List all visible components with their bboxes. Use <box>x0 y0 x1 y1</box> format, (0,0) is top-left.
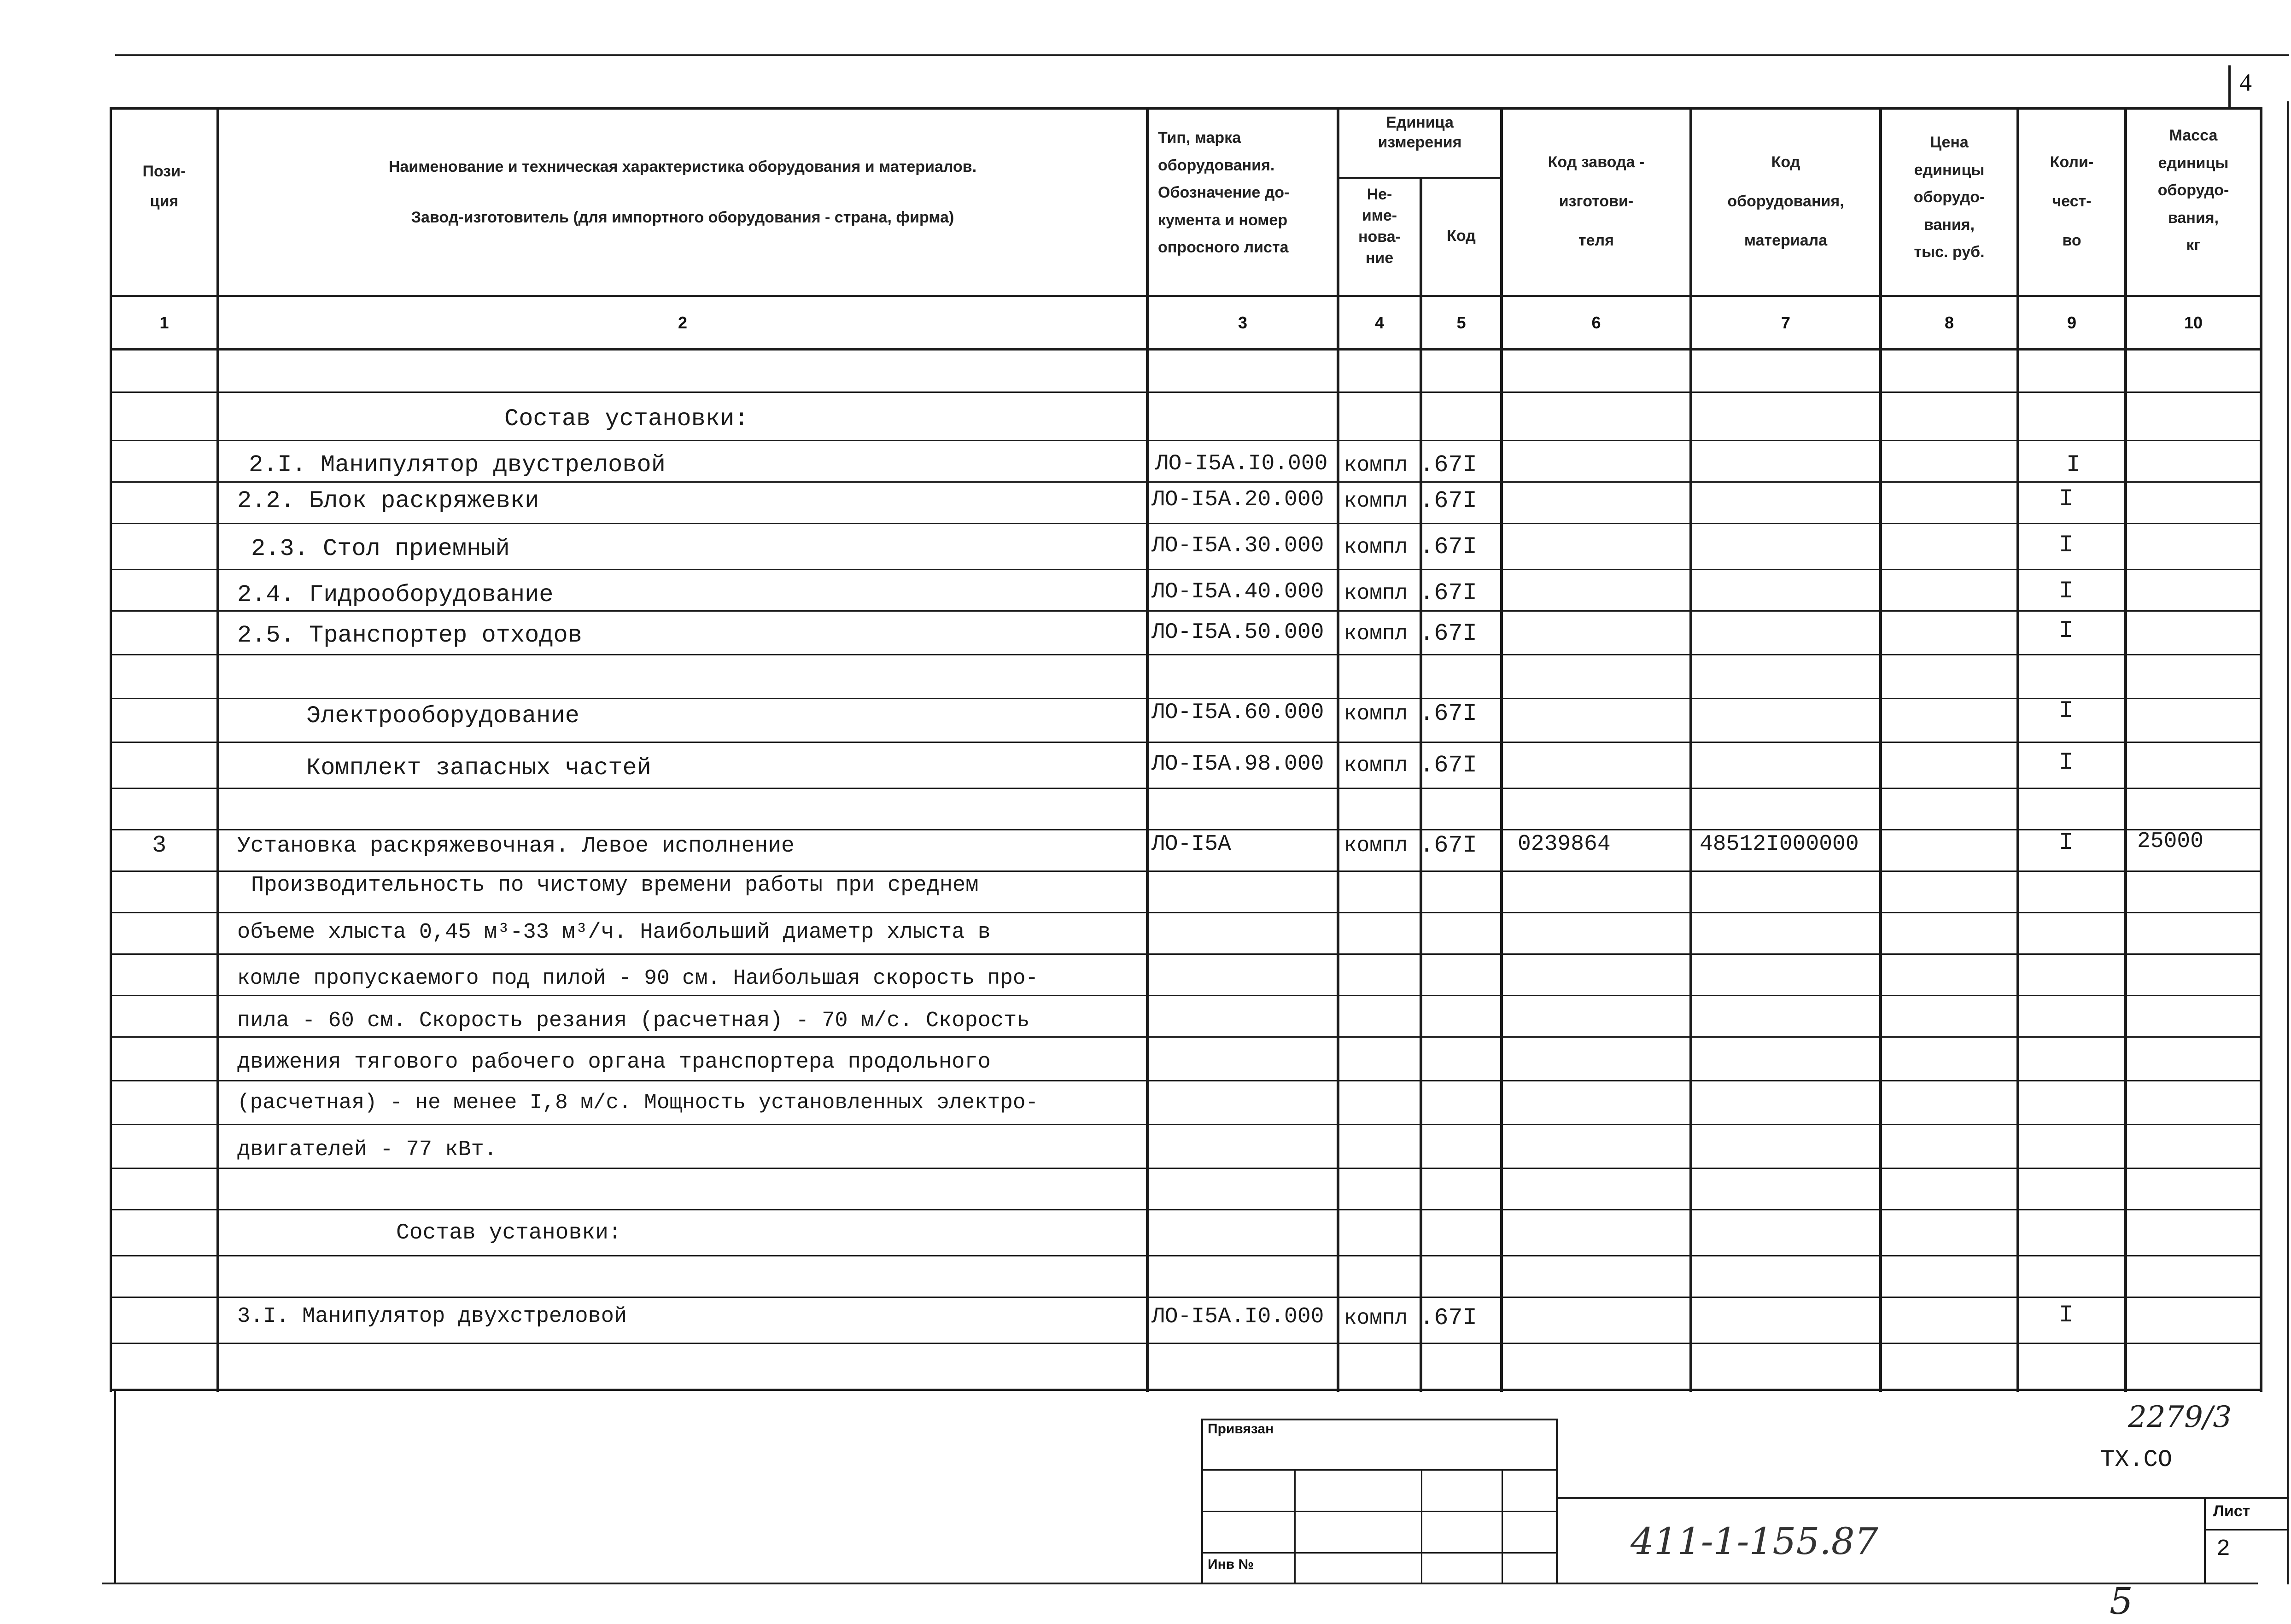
stamp-privyazan: Привязан <box>1208 1421 1274 1437</box>
sheet-number: 2 <box>2216 1536 2231 1562</box>
header-factory-code: Код завода - изготови- теля <box>1548 153 1645 249</box>
header-name-line2: Завод-изготовитель (для импортного оборудования - страна, фирма) <box>411 209 954 226</box>
cell-unit-name: компл <box>1344 622 1408 646</box>
section-title: Состав установки: <box>396 1221 622 1245</box>
cell-type: ЛО-I5А.I0.000 <box>1151 1304 1324 1329</box>
description-line: пила - 60 см. Скорость резания (расчетная) - 70 м/с. Скорость <box>237 1009 1030 1033</box>
cell-mass: 25000 <box>2137 829 2204 854</box>
column-number: 1 <box>159 313 169 332</box>
stamp-inventory: Инв № <box>1208 1557 1254 1572</box>
cell-quantity: I <box>2059 485 2074 513</box>
cell-quantity: I <box>2059 749 2074 776</box>
cell-type: ЛО-I5А.98.000 <box>1151 752 1324 777</box>
cell-type: ЛО-I5А.I0.000 <box>1155 451 1328 476</box>
cell-name: 3.I. Манипулятор двухстреловой <box>237 1304 627 1329</box>
cell-quantity: I <box>2066 451 2081 479</box>
description-line: (расчетная) - не менее I,8 м/с. Мощность установленных электро- <box>237 1091 1039 1115</box>
column-number: 5 <box>1456 313 1466 332</box>
column-number: 2 <box>678 313 688 332</box>
cell-name: Электрооборудование <box>306 702 579 730</box>
cell-name: 2.3. Стол приемный <box>251 535 510 562</box>
cell-type: ЛО-I5А.60.000 <box>1151 700 1324 725</box>
cell-unit-code: .67I <box>1420 579 1477 607</box>
description-line: комле пропускаемого под пилой - 90 см. Наибольшая скорость про- <box>237 966 1039 990</box>
column-number: 10 <box>2184 313 2203 332</box>
cell-unit-code: .67I <box>1420 487 1477 514</box>
column-number: 9 <box>2067 313 2077 332</box>
page-number: 4 <box>2239 69 2252 96</box>
header-quantity: Коли- чест- во <box>2050 153 2094 249</box>
cell-quantity: I <box>2059 532 2074 559</box>
cell-type: ЛО-I5А.20.000 <box>1151 487 1324 512</box>
cell-quantity: I <box>2059 1302 2074 1329</box>
cell-unit-name: компл <box>1344 453 1408 477</box>
cell-position: 3 <box>152 832 167 859</box>
header-unit-code: Код <box>1447 227 1476 245</box>
cell-unit-name: компл <box>1344 834 1408 858</box>
cell-quantity: I <box>2059 829 2074 856</box>
section-title: Состав установки: <box>504 405 749 432</box>
corner-mark: 5 <box>2110 1580 2133 1623</box>
cell-equipment-code: 48512I000000 <box>1700 832 1859 857</box>
column-number: 7 <box>1781 313 1791 332</box>
cell-unit-code: .67I <box>1420 752 1477 779</box>
project-number: 411-1-155.87 <box>1631 1520 1878 1563</box>
cell-quantity: I <box>2059 578 2074 605</box>
description-line: движения тягового рабочего органа транспортера продольного <box>237 1050 991 1075</box>
cell-name: Установка раскряжевочная. Левое исполнение <box>237 834 795 859</box>
header-price: Цена единицы оборудо- вания, тыс. руб. <box>1913 134 1985 261</box>
cell-type: ЛО-I5А.50.000 <box>1151 620 1324 645</box>
cell-unit-code: .67I <box>1420 700 1477 727</box>
cell-name: 2.4. Гидрооборудование <box>237 581 554 608</box>
cell-name: 2.2. Блок раскряжевки <box>237 487 539 514</box>
cell-name: 2.I. Манипулятор двустреловой <box>249 451 666 479</box>
column-number: 3 <box>1238 313 1248 332</box>
cell-unit-name: компл <box>1344 754 1408 777</box>
cell-unit-code: .67I <box>1420 1304 1477 1332</box>
header-mass: Масса единицы оборудо- вания, кг <box>2157 127 2229 254</box>
cell-type: ЛО-I5А.40.000 <box>1151 579 1324 604</box>
cell-unit-name: компл <box>1344 489 1408 513</box>
header-unit-name: Не- име- нова- ние <box>1358 186 1401 267</box>
header-position: Пози- ция <box>142 163 186 210</box>
column-number: 8 <box>1944 313 1954 332</box>
cell-unit-name: компл <box>1344 702 1408 726</box>
cell-unit-code: .67I <box>1420 451 1477 479</box>
header-equipment-code: Код оборудования, материала <box>1727 153 1844 249</box>
header-unit-group: Единица измерения <box>1378 114 1462 151</box>
cell-name: 2.5. Транспортер отходов <box>237 622 582 649</box>
description-line: Производительность по чистому времени работы при среднем <box>251 873 979 898</box>
cell-quantity: I <box>2059 697 2074 724</box>
cell-name: Комплект запасных частей <box>306 754 651 782</box>
column-number: 6 <box>1591 313 1601 332</box>
cell-type: ЛО-I5А.30.000 <box>1151 533 1324 558</box>
cell-unit-code: .67I <box>1420 620 1477 647</box>
description-line: объеме хлыста 0,45 м³-33 м³/ч. Наибольший диаметр хлыста в <box>237 920 991 945</box>
cell-quantity: I <box>2059 617 2074 644</box>
cell-type: ЛО-I5А <box>1151 832 1231 857</box>
description-line: двигателей - 77 кВт. <box>237 1138 497 1162</box>
doc-number: 2279/3 <box>2128 1400 2232 1434</box>
column-number: 4 <box>1374 313 1385 332</box>
cell-unit-code: .67I <box>1420 533 1477 561</box>
cell-unit-name: компл <box>1344 581 1408 605</box>
cell-factory-code: 0239864 <box>1518 832 1611 857</box>
header-name-line1: Наименование и техническая характеристика оборудования и материалов. <box>388 158 977 175</box>
cell-unit-name: компл <box>1344 1306 1408 1330</box>
cell-unit-code: .67I <box>1420 832 1477 859</box>
doc-code: ТХ.СО <box>2100 1446 2173 1473</box>
header-type: Тип, марка оборудования. Обозначение до- кумента и номер опросного листа <box>1158 129 1290 256</box>
sheet-label: Лист <box>2213 1502 2250 1520</box>
cell-unit-name: компл <box>1344 535 1408 559</box>
